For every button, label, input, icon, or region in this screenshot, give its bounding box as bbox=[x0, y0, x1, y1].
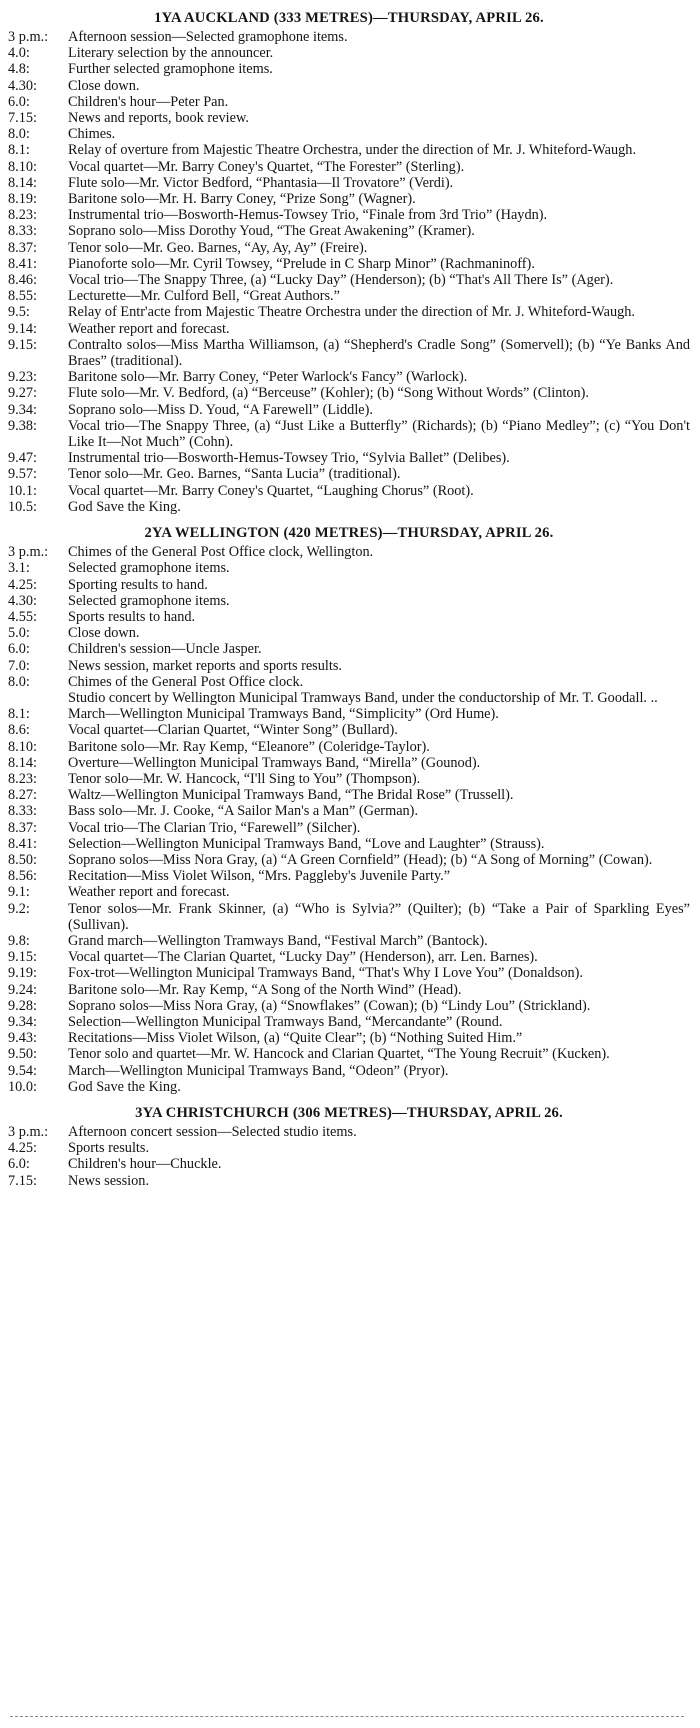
entry-text: Bass solo—Mr. J. Cooke, “A Sailor Man's a Man” (German). bbox=[68, 803, 419, 820]
programme-entry bbox=[8, 771, 690, 787]
entry-text: Afternoon concert session—Selected studio items. bbox=[68, 1124, 357, 1140]
entry-time: 8.41: bbox=[8, 835, 37, 852]
programme-entry bbox=[8, 836, 690, 852]
entry-time: 9.19: bbox=[8, 965, 37, 982]
entry-time: 6.0: bbox=[8, 1156, 30, 1173]
programme-entry bbox=[8, 965, 690, 981]
programme-entry bbox=[8, 722, 690, 738]
entry-time: 9.15: bbox=[8, 949, 37, 966]
entry-time: 8.23: bbox=[8, 770, 37, 787]
programme-entry bbox=[8, 593, 690, 609]
programme-entry bbox=[8, 223, 690, 239]
programme-entry bbox=[8, 1173, 690, 1189]
entry-text: Baritone solo—Mr. Ray Kemp, “Eleanore” (Coleridge-Taylor). bbox=[68, 738, 430, 755]
entry-text: Selected gramophone items. bbox=[68, 560, 230, 577]
entry-time: 9.23: bbox=[8, 369, 37, 386]
programme-entry bbox=[8, 1140, 690, 1156]
entry-text: Sporting results to hand. bbox=[68, 576, 208, 593]
entry-text: Tenor solo—Mr. Geo. Barnes, “Ay, Ay, Ay” (Freire). bbox=[68, 239, 368, 256]
entry-time: 9.43: bbox=[8, 1030, 37, 1047]
entry-text: Afternoon session—Selected gramophone items. bbox=[68, 29, 348, 45]
programme-entry bbox=[8, 998, 690, 1014]
entry-text: Recitation—Miss Violet Wilson, “Mrs. Paggleby's Juvenile Party.” bbox=[68, 868, 451, 885]
entry-text: Vocal quartet—The Clarian Quartet, “Lucky Day” (Henderson), arr. Len. Barnes). bbox=[68, 949, 538, 966]
entry-text: Selected gramophone items. bbox=[68, 592, 230, 609]
entry-time: 9.50: bbox=[8, 1046, 37, 1063]
programme-entry bbox=[8, 159, 690, 175]
entry-text: News session. bbox=[68, 1172, 150, 1189]
entry-time: 9.27: bbox=[8, 385, 37, 402]
entry-time: 9.2: bbox=[8, 900, 30, 917]
entry-time: 7.15: bbox=[8, 1172, 37, 1189]
entry-text: Vocal trio—The Snappy Three, (a) “Lucky Day” (Henderson); (b) “That's All There Is” (Ager). bbox=[68, 272, 614, 289]
entry-text: Overture—Wellington Municipal Tramways Band, “Mirella” (Gounod). bbox=[68, 754, 481, 771]
entry-time: 8.50: bbox=[8, 851, 37, 868]
entry-time: 9.38: bbox=[8, 417, 37, 434]
entry-time: 6.0: bbox=[8, 93, 30, 110]
programme-entry bbox=[8, 272, 690, 288]
programme-entry bbox=[8, 544, 690, 560]
entry-text: Relay of Entr'acte from Majestic Theatre Orchestra under the direction of Mr. J. Whiteford-Waugh. bbox=[68, 304, 636, 321]
entry-text: Soprano solo—Miss Dorothy Youd, “The Great Awakening” (Kramer). bbox=[68, 223, 475, 240]
entry-text: March—Wellington Municipal Tramways Band, “Odeon” (Pryor). bbox=[68, 1062, 449, 1079]
programme-entry bbox=[8, 1014, 690, 1030]
entry-text: Relay of overture from Majestic Theatre Orchestra, under the direction of Mr. J. Whiteford-Waugh. bbox=[68, 142, 637, 159]
entry-time: 10.5: bbox=[8, 498, 37, 515]
entry-text: Weather report and forecast. bbox=[68, 320, 230, 337]
entry-text: Instrumental trio—Bosworth-Hemus-Towsey Trio, “Sylvia Ballet” (Delibes). bbox=[68, 450, 510, 467]
entry-time: 3 p.m.: bbox=[8, 544, 49, 561]
programme-entry bbox=[8, 1030, 690, 1046]
entry-time: 9.34: bbox=[8, 1013, 37, 1030]
entry-text: Vocal trio—The Snappy Three, (a) “Just Like a Butterfly” (Richards); (b) “Piano Medley”; (c) “You Don't Like It—Not Much” (Cohn). bbox=[68, 417, 690, 451]
programme-entry bbox=[8, 175, 690, 191]
entry-text: Waltz—Wellington Municipal Tramways Band, “The Bridal Rose” (Trussell). bbox=[68, 787, 514, 804]
programme-entry bbox=[8, 739, 690, 755]
programme-entry bbox=[8, 1063, 690, 1079]
programme-entry bbox=[8, 1079, 690, 1095]
entry-time: 6.0: bbox=[8, 641, 30, 658]
entry-text: Literary selection by the announcer. bbox=[68, 45, 274, 62]
programme-entry bbox=[8, 483, 690, 499]
section-gap bbox=[8, 515, 690, 523]
programme-entry bbox=[8, 402, 690, 418]
entry-time: 9.47: bbox=[8, 450, 37, 467]
entry-text: Further selected gramophone items. bbox=[68, 61, 273, 78]
entry-time: 9.14: bbox=[8, 320, 37, 337]
entry-time: 4.30: bbox=[8, 77, 37, 94]
programme-entry bbox=[8, 385, 690, 401]
entry-time: 9.8: bbox=[8, 932, 30, 949]
programme-entry bbox=[8, 933, 690, 949]
entry-text: Baritone solo—Mr. Barry Coney, “Peter Warlock's Fancy” (Warlock). bbox=[68, 369, 468, 386]
programme-entry bbox=[8, 126, 690, 142]
station-heading: 2YA WELLINGTON (420 METRES)—THURSDAY, APRIL 26. bbox=[144, 525, 554, 542]
entry-text: Vocal quartet—Mr. Barry Coney's Quartet, “The Forester” (Sterling). bbox=[68, 158, 465, 175]
entry-time: 9.5: bbox=[8, 304, 30, 321]
entry-time: 8.37: bbox=[8, 239, 37, 256]
entry-text: Close down. bbox=[68, 77, 140, 94]
entry-text: Sports results to hand. bbox=[68, 608, 196, 625]
entry-time: 4.30: bbox=[8, 592, 37, 609]
station-heading: 3YA CHRISTCHURCH (306 METRES)—THURSDAY, APRIL 26. bbox=[135, 1105, 563, 1121]
programme-entry bbox=[8, 337, 690, 369]
entry-text: Children's hour—Peter Pan. bbox=[68, 93, 229, 110]
programme-entry bbox=[8, 868, 690, 884]
programme-entry bbox=[8, 321, 690, 337]
programme-entry bbox=[8, 240, 690, 256]
entry-time: 8.41: bbox=[8, 255, 37, 272]
entry-time: 8.1: bbox=[8, 142, 30, 159]
programme-entry bbox=[8, 191, 690, 207]
programme-entry bbox=[8, 418, 690, 450]
entry-time: 4.25: bbox=[8, 1140, 37, 1157]
entry-time: 8.10: bbox=[8, 738, 37, 755]
entry-text: Soprano solos—Miss Nora Gray, (a) “A Green Cornfield” (Head); (b) “A Song of Morning” (Cowan). bbox=[68, 851, 653, 868]
programme-entry bbox=[8, 78, 690, 94]
programme-entry bbox=[8, 803, 690, 819]
programme-entry bbox=[8, 706, 690, 722]
entry-time: 9.54: bbox=[8, 1062, 37, 1079]
entry-time: 8.37: bbox=[8, 819, 37, 836]
entry-time: 8.6: bbox=[8, 722, 30, 739]
programme-entry bbox=[8, 820, 690, 836]
entry-time: 7.15: bbox=[8, 110, 37, 127]
programme-entry bbox=[8, 1046, 690, 1062]
station-section bbox=[8, 1103, 690, 1189]
programme-entry bbox=[8, 450, 690, 466]
entry-time: 5.0: bbox=[8, 625, 30, 642]
programme-entry bbox=[8, 641, 690, 657]
entry-text: News session, market reports and sports results. bbox=[68, 657, 342, 674]
entry-text: Lecturette—Mr. Culford Bell, “Great Authors.” bbox=[68, 288, 340, 305]
entry-text: Chimes. bbox=[68, 126, 116, 143]
entry-time: 9.1: bbox=[8, 884, 30, 901]
entry-time: 8.19: bbox=[8, 191, 37, 208]
programme-entry bbox=[8, 690, 690, 706]
entry-time: 7.0: bbox=[8, 657, 30, 674]
entry-time: 3 p.m.: bbox=[8, 29, 49, 45]
entry-text: Vocal quartet—Mr. Barry Coney's Quartet, “Laughing Chorus” (Root). bbox=[68, 482, 474, 499]
entry-time: 8.33: bbox=[8, 803, 37, 820]
programme-entry bbox=[8, 45, 690, 61]
entry-text: Children's session—Uncle Jasper. bbox=[68, 641, 262, 658]
station-heading: 1YA AUCKLAND (333 METRES)—THURSDAY, APRIL 26. bbox=[154, 10, 544, 26]
programme-entry bbox=[8, 499, 690, 515]
entry-time: 8.1: bbox=[8, 706, 30, 723]
entry-text: Contralto solos—Miss Martha Williamson, (a) “Shepherd's Cradle Song” (Somervell); (b) “Ye Banks And Braes” (traditional). bbox=[68, 336, 690, 370]
entry-text: Studio concert by Wellington Municipal Tramways Band, under the conductorship of Mr. T. Goodall. .. bbox=[68, 689, 658, 706]
programme-entry bbox=[8, 1124, 690, 1140]
programme-entry bbox=[8, 625, 690, 641]
entry-text: Instrumental trio—Bosworth-Hemus-Towsey Trio, “Finale from 3rd Trio” (Haydn). bbox=[68, 207, 548, 224]
programme-entry bbox=[8, 142, 690, 158]
entry-time: 8.46: bbox=[8, 272, 37, 289]
programme-entry bbox=[8, 288, 690, 304]
programme-entry bbox=[8, 852, 690, 868]
programme-entry bbox=[8, 207, 690, 223]
programme-entry bbox=[8, 560, 690, 576]
programme-sections bbox=[8, 8, 690, 1189]
entry-text: News and reports, book review. bbox=[68, 110, 249, 127]
entry-time: 4.25: bbox=[8, 576, 37, 593]
station-section bbox=[8, 8, 690, 515]
entry-text: Children's hour—Chuckle. bbox=[68, 1156, 222, 1173]
programme-entry bbox=[8, 61, 690, 77]
bottom-rule bbox=[10, 1716, 684, 1717]
entry-time: 8.0: bbox=[8, 673, 30, 690]
programme-entry bbox=[8, 304, 690, 320]
entry-time: 8.33: bbox=[8, 223, 37, 240]
entry-text: Baritone solo—Mr. Ray Kemp, “A Song of the North Wind” (Head). bbox=[68, 981, 462, 998]
entry-time: 8.10: bbox=[8, 158, 37, 175]
entry-text: Tenor solo—Mr. Geo. Barnes, “Santa Lucia” (traditional). bbox=[68, 466, 401, 483]
station-section bbox=[8, 523, 690, 1095]
entry-time: 8.56: bbox=[8, 868, 37, 885]
entry-text: Chimes of the General Post Office clock, Wellington. bbox=[68, 544, 374, 561]
entry-text: Selection—Wellington Municipal Tramways Band, “Mercandante” (Round. bbox=[68, 1013, 503, 1030]
programme-entry bbox=[8, 658, 690, 674]
entry-text: Flute solo—Mr. V. Bedford, (a) “Berceuse” (Kohler); (b) “Song Without Words” (Clinton). bbox=[68, 385, 589, 402]
entry-text: Selection—Wellington Municipal Tramways Band, “Love and Laughter” (Strauss). bbox=[68, 835, 545, 852]
entry-text: Recitations—Miss Violet Wilson, (a) “Quite Clear”; (b) “Nothing Suited Him.” bbox=[68, 1030, 523, 1047]
entry-time: 8.55: bbox=[8, 288, 37, 305]
programme-entry bbox=[8, 674, 690, 690]
programme-entry bbox=[8, 110, 690, 126]
section-gap bbox=[8, 1095, 690, 1103]
entry-text: Sports results. bbox=[68, 1140, 150, 1157]
entry-time: 9.57: bbox=[8, 466, 37, 483]
programme-entry bbox=[8, 94, 690, 110]
entry-time: 10.1: bbox=[8, 482, 37, 499]
entry-text: Weather report and forecast. bbox=[68, 884, 230, 901]
programme-entry bbox=[8, 982, 690, 998]
entry-text: Tenor solos—Mr. Frank Skinner, (a) “Who is Sylvia?” (Quilter); (b) “Take a Pair of Sparkling Eyes” (Sullivan). bbox=[68, 900, 690, 933]
entry-text: Soprano solo—Miss D. Youd, “A Farewell” (Liddle). bbox=[68, 401, 373, 418]
entry-time: 9.24: bbox=[8, 981, 37, 998]
programme-entry bbox=[8, 1156, 690, 1172]
programme-entry bbox=[8, 466, 690, 482]
entry-text: Tenor solo and quartet—Mr. W. Hancock and Clarian Quartet, “The Young Recruit” (Kucken). bbox=[68, 1046, 610, 1063]
entry-time: 8.27: bbox=[8, 787, 37, 804]
entry-text: God Save the King. bbox=[68, 1078, 181, 1095]
entry-text: Tenor solo—Mr. W. Hancock, “I'll Sing to You” (Thompson). bbox=[68, 770, 421, 787]
entry-text: God Save the King. bbox=[68, 498, 181, 515]
entry-time: 4.0: bbox=[8, 45, 30, 62]
programme-entry bbox=[8, 29, 690, 45]
entry-text: Soprano solos—Miss Nora Gray, (a) “Snowflakes” (Cowan); (b) “Lindy Lou” (Strickland). bbox=[68, 997, 591, 1014]
entry-text: Flute solo—Mr. Victor Bedford, “Phantasia—Il Trovatore” (Verdi). bbox=[68, 174, 454, 191]
programme-entry bbox=[8, 787, 690, 803]
entry-time: 4.8: bbox=[8, 61, 30, 78]
entry-text: Close down. bbox=[68, 625, 140, 642]
programme-entry bbox=[8, 256, 690, 272]
entry-text: Baritone solo—Mr. H. Barry Coney, “Prize Song” (Wagner). bbox=[68, 191, 416, 208]
programme-entry bbox=[8, 884, 690, 900]
programme-entry bbox=[8, 609, 690, 625]
entry-text: March—Wellington Municipal Tramways Band, “Simplicity” (Ord Hume). bbox=[68, 706, 499, 723]
entry-time bbox=[8, 690, 68, 706]
entry-time: 8.0: bbox=[8, 126, 30, 143]
programme-entry bbox=[8, 755, 690, 771]
programme-entry bbox=[8, 577, 690, 593]
entry-time: 3.1: bbox=[8, 560, 30, 577]
entry-time: 9.28: bbox=[8, 997, 37, 1014]
programme-entry bbox=[8, 901, 690, 933]
entry-text: Pianoforte solo—Mr. Cyril Towsey, “Prelude in C Sharp Minor” (Rachmaninoff). bbox=[68, 255, 535, 272]
entry-time: 10.0: bbox=[8, 1078, 37, 1095]
entry-text: Vocal quartet—Clarian Quartet, “Winter Song” (Bullard). bbox=[68, 722, 398, 739]
entry-time: 9.34: bbox=[8, 401, 37, 418]
entry-text: Fox-trot—Wellington Municipal Tramways Band, “That's Why I Love You” (Donaldson). bbox=[68, 965, 584, 982]
entry-text: Chimes of the General Post Office clock. bbox=[68, 673, 304, 690]
entry-time: 3 p.m.: bbox=[8, 1124, 49, 1140]
programme-entry bbox=[8, 369, 690, 385]
programme-entry bbox=[8, 949, 690, 965]
entry-text: Vocal trio—The Clarian Trio, “Farewell” (Silcher). bbox=[68, 819, 361, 836]
entry-text: Grand march—Wellington Tramways Band, “Festival March” (Bantock). bbox=[68, 932, 488, 949]
entry-time: 4.55: bbox=[8, 608, 37, 625]
entry-time: 8.14: bbox=[8, 754, 37, 771]
entry-time: 8.14: bbox=[8, 174, 37, 191]
entry-time: 9.15: bbox=[8, 336, 37, 353]
entry-time: 8.23: bbox=[8, 207, 37, 224]
